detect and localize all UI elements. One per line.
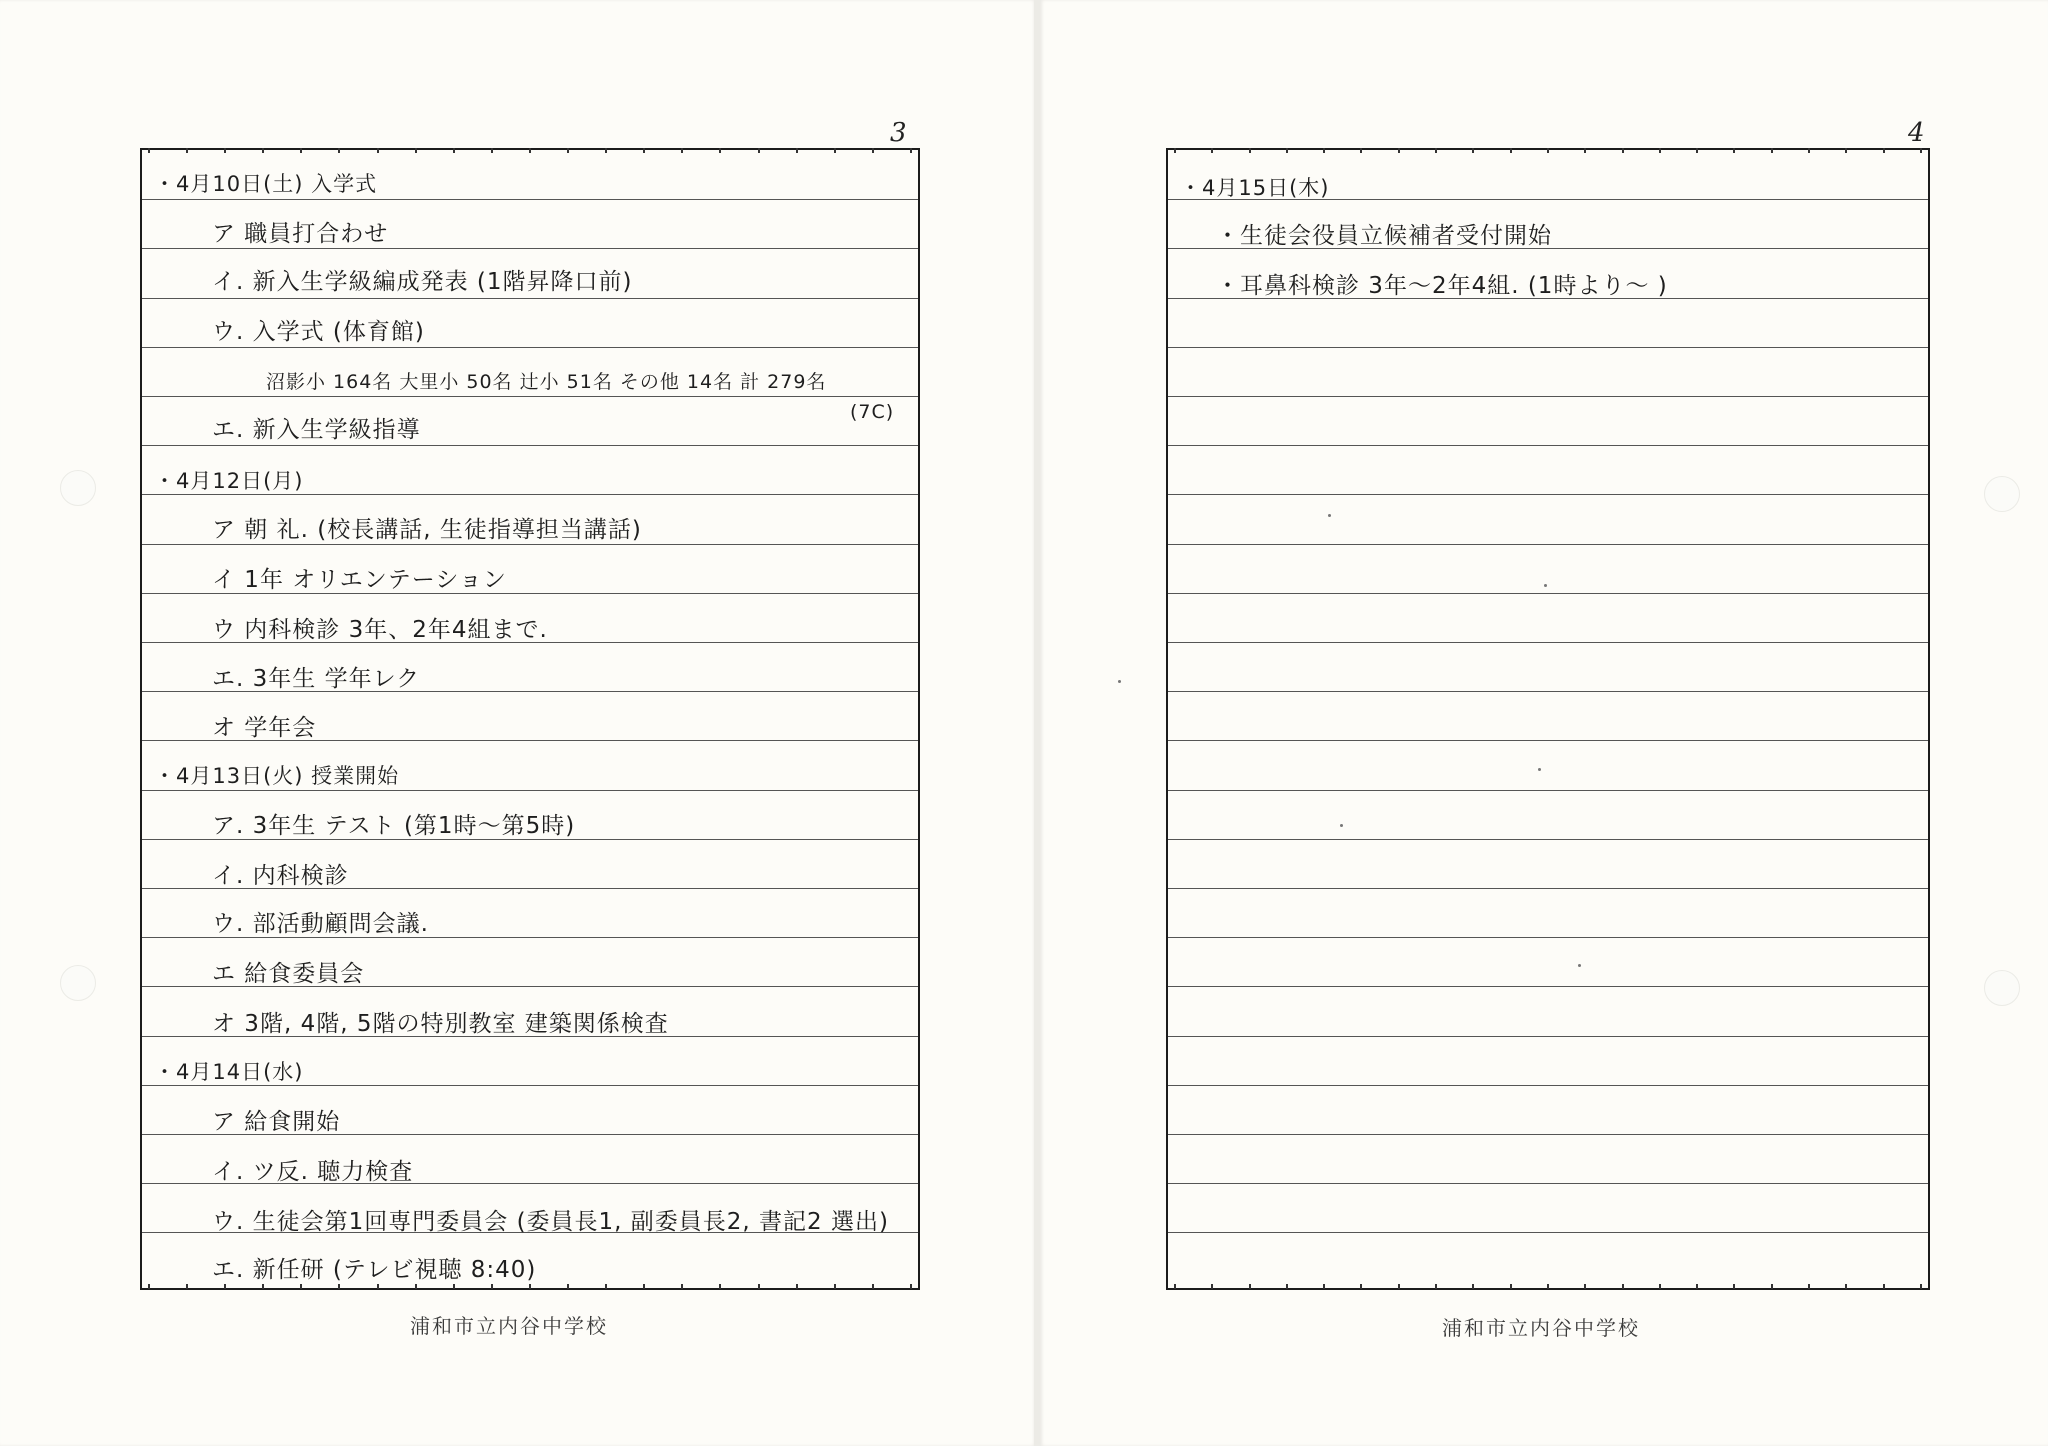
entry-date-0412: ・4月12日(月)	[154, 469, 304, 493]
punch-hole	[1984, 476, 2020, 512]
entry-item: ・生徒会役員立候補者受付開始	[1216, 223, 1552, 249]
ruled-line	[1168, 544, 1928, 545]
entry-item: ウ. 生徒会第1回専門委員会 (委員長1, 副委員長2, 書記2 選出)	[212, 1209, 889, 1235]
entry-item: ・耳鼻科検診 3年〜2年4組. (1時より〜 )	[1216, 273, 1668, 299]
ruled-line	[1168, 888, 1928, 889]
entry-item: エ 給食委員会	[212, 961, 365, 987]
ruled-line	[1168, 593, 1928, 594]
ruled-line	[1168, 740, 1928, 741]
ruled-line	[142, 248, 918, 249]
ruled-lines	[1168, 150, 1928, 1288]
ruled-line	[142, 199, 918, 200]
punch-hole	[60, 965, 96, 1001]
ruled-line	[142, 347, 918, 348]
ruled-line	[142, 396, 918, 397]
entry-item: ウ. 部活動顧問会議.	[212, 911, 429, 937]
entry-item: エ. 新任研 (テレビ視聴 8:40)	[212, 1257, 537, 1283]
entry-date-0415: ・4月15日(木)	[1180, 176, 1330, 200]
ruled-line	[142, 298, 918, 299]
entry-item: ウ 内科検診 3年、2年4組まで.	[212, 617, 548, 643]
ruled-line	[1168, 642, 1928, 643]
punch-hole	[60, 470, 96, 506]
ruled-frame	[1166, 148, 1930, 1290]
ruled-line	[1168, 1085, 1928, 1086]
ruled-line	[1168, 790, 1928, 791]
ruled-line	[1168, 1134, 1928, 1135]
entry-item: ア 給食開始	[212, 1109, 341, 1135]
page-number: 3	[890, 118, 907, 148]
entry-item: イ. 内科検診	[212, 863, 349, 889]
school-name-footer: 浦和市立内谷中学校	[1442, 1316, 1640, 1340]
ruled-frame	[140, 148, 920, 1290]
right-page	[1040, 0, 2048, 1446]
entry-date-0410: ・4月10日(土) 入学式	[154, 172, 378, 196]
ruled-line	[1168, 839, 1928, 840]
entry-subitem: 沼影小 164名 大里小 50名 辻小 51名 その他 14名 計 279名	[266, 371, 827, 393]
entry-item: ア 朝 礼. (校長講話, 生徒指導担当講話)	[212, 517, 642, 543]
ruled-line	[1168, 937, 1928, 938]
ruled-line	[1168, 396, 1928, 397]
entry-item: エ. 3年生 学年レク	[212, 666, 421, 692]
entry-item: エ. 新入生学級指導	[212, 417, 421, 443]
ruled-line	[1168, 691, 1928, 692]
entry-item: ウ. 入学式 (体育館)	[212, 319, 425, 345]
page-number: 4	[1908, 118, 1925, 148]
ruled-line	[1168, 1232, 1928, 1233]
entry-item: イ 1年 オリエンテーション	[212, 567, 507, 593]
entry-item: ア 職員打合わせ	[212, 221, 389, 247]
ruled-line	[142, 445, 918, 446]
entry-date-0413: ・4月13日(火) 授業開始	[154, 764, 400, 788]
ruled-line	[1168, 986, 1928, 987]
entry-date-0414: ・4月14日(水)	[154, 1060, 304, 1084]
entry-item: オ 学年会	[212, 715, 317, 741]
entry-item: イ. ツ反. 聴力検査	[212, 1159, 414, 1185]
ruled-line	[1168, 347, 1928, 348]
ruled-line	[1168, 494, 1928, 495]
ruled-line	[1168, 1036, 1928, 1037]
entry-item: オ 3階, 4階, 5階の特別教室 建築関係検査	[212, 1011, 669, 1037]
entry-item: ア. 3年生 テスト (第1時〜第5時)	[212, 813, 576, 839]
punch-hole	[1984, 970, 2020, 1006]
school-name-footer: 浦和市立内谷中学校	[410, 1314, 608, 1338]
entry-note: (7C)	[850, 401, 895, 423]
ruled-line	[1168, 1183, 1928, 1184]
ruled-line	[1168, 445, 1928, 446]
entry-item: イ. 新入生学級編成発表 (1階昇降口前)	[212, 269, 633, 295]
